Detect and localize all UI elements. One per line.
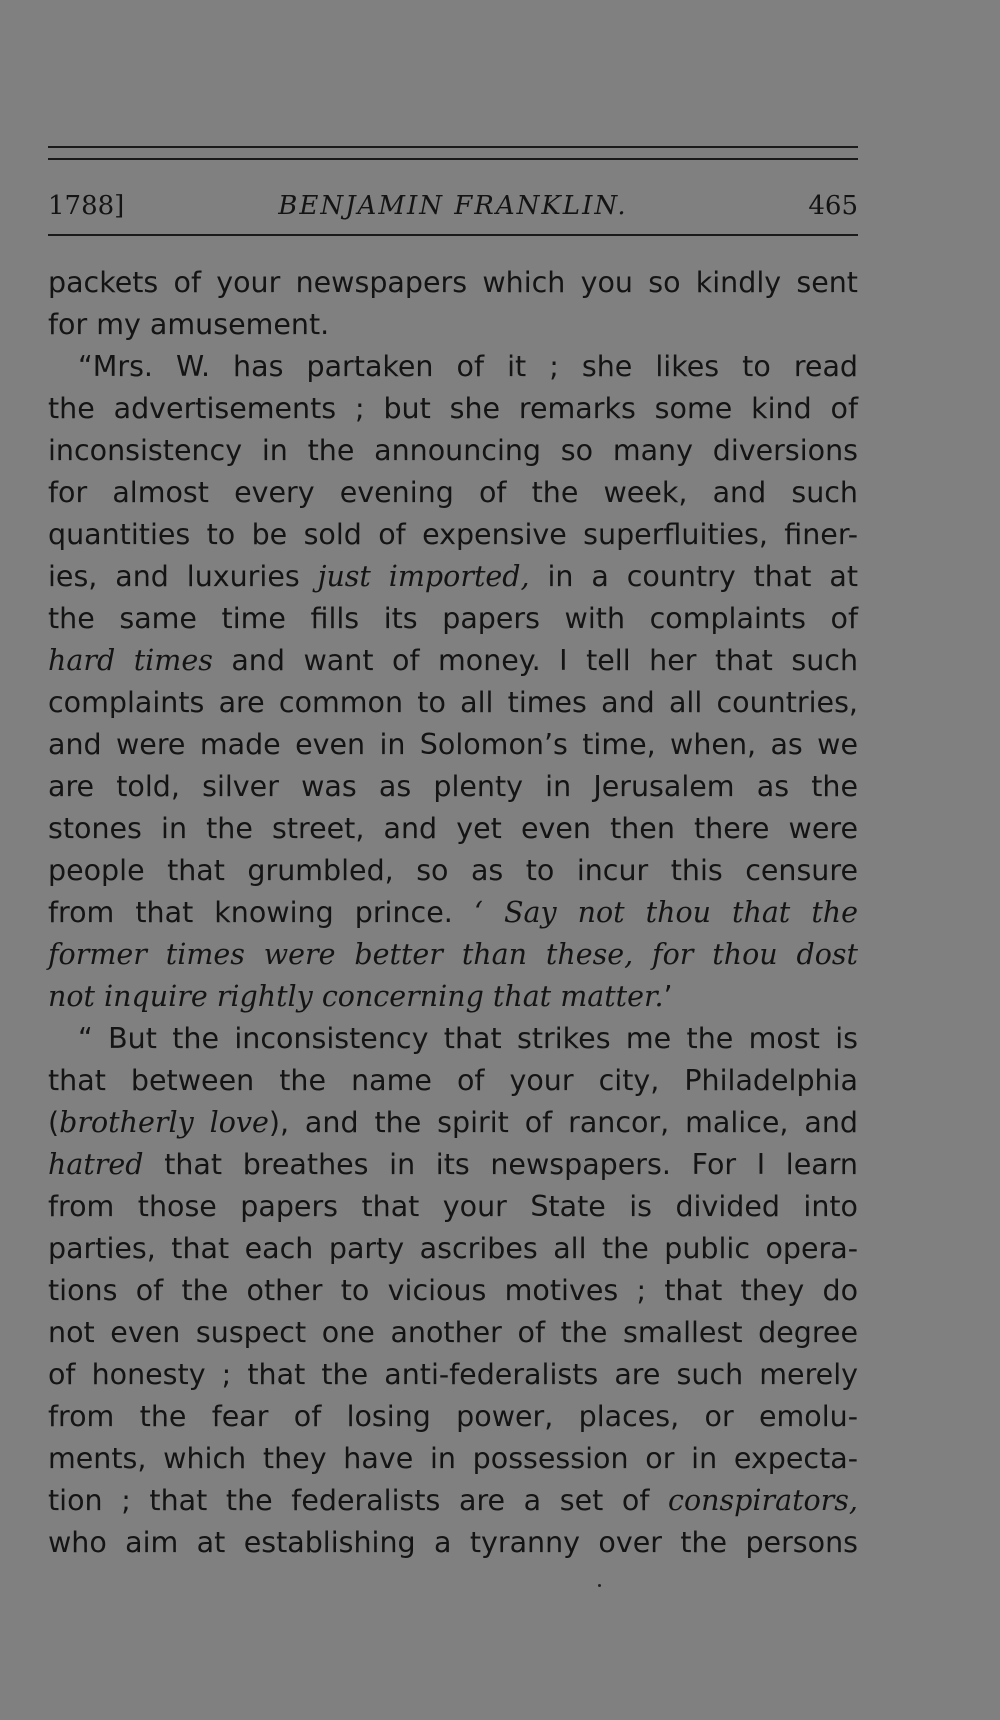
italic-run: hard times bbox=[48, 644, 213, 677]
top-rule-second bbox=[48, 158, 858, 160]
italic-run: conspirators, bbox=[668, 1484, 858, 1517]
text-run: and were made even in Solomon’s time, when, as we bbox=[48, 728, 858, 761]
text-run: for my amusement. bbox=[48, 308, 330, 341]
text-line bbox=[48, 934, 858, 976]
text-line bbox=[48, 1102, 858, 1144]
text-run: people that grumbled, so as to incur this censure bbox=[48, 854, 858, 887]
italic-run: ‘ Say not thou that the bbox=[473, 896, 858, 929]
text-run: are told, silver was as plenty in Jerusalem as the bbox=[48, 770, 858, 803]
header-title: BENJAMIN FRANKLIN. bbox=[278, 191, 628, 221]
text-line bbox=[48, 892, 858, 934]
text-line bbox=[48, 262, 858, 304]
text-run: and want of money. I tell her that such bbox=[212, 644, 859, 677]
text-line bbox=[48, 556, 858, 598]
text-run: tions of the other to vicious motives ; that they do bbox=[48, 1274, 858, 1307]
text-run: ( bbox=[48, 1106, 60, 1139]
text-line bbox=[48, 1312, 858, 1354]
text-run: quantities to be sold of expensive superfluities, finer- bbox=[48, 518, 858, 551]
text-line bbox=[48, 1354, 858, 1396]
text-line bbox=[48, 682, 858, 724]
text-run: “Mrs. W. has partaken of it ; she likes to read bbox=[78, 350, 858, 383]
text-run: ), and the spirit of rancor, malice, and bbox=[268, 1106, 858, 1139]
text-line bbox=[48, 1018, 858, 1060]
text-line bbox=[48, 850, 858, 892]
text-run: the same time fills its papers with complaints of bbox=[48, 602, 858, 635]
text-line bbox=[48, 514, 858, 556]
italic-run: just imported, bbox=[317, 560, 530, 593]
text-line bbox=[48, 346, 858, 388]
italic-run: not inquire rightly concerning that matter. bbox=[48, 980, 664, 1013]
text-line bbox=[48, 388, 858, 430]
header-rule bbox=[48, 234, 858, 236]
text-line bbox=[48, 1144, 858, 1186]
text-line bbox=[48, 724, 858, 766]
text-run: ’ bbox=[663, 980, 673, 1013]
top-rule bbox=[48, 146, 858, 148]
text-line bbox=[48, 1396, 858, 1438]
body-text bbox=[48, 262, 858, 1564]
text-line bbox=[48, 1060, 858, 1102]
text-run: that breathes in its newspapers. For I learn bbox=[143, 1148, 858, 1181]
text-run: parties, that each party ascribes all the public opera- bbox=[48, 1232, 858, 1265]
text-run: the advertisements ; but she remarks some kind of bbox=[48, 392, 858, 425]
text-run: stones in the street, and yet even then there were bbox=[48, 812, 858, 845]
text-run: ies, and luxuries bbox=[48, 560, 318, 593]
text-run: from those papers that your State is divided into bbox=[48, 1190, 858, 1223]
text-run: of honesty ; that the anti-federalists are such merely bbox=[48, 1358, 858, 1391]
text-run: ments, which they have in possession or in expecta- bbox=[48, 1442, 858, 1475]
text-line bbox=[48, 766, 858, 808]
text-run: tion ; that the federalists are a set of bbox=[48, 1484, 668, 1517]
text-run: for almost every evening of the week, and such bbox=[48, 476, 858, 509]
text-line bbox=[48, 808, 858, 850]
text-run: packets of your newspapers which you so kindly sent bbox=[48, 266, 858, 299]
text-line bbox=[48, 430, 858, 472]
text-run: who aim at establishing a tyranny over the persons bbox=[48, 1526, 858, 1559]
text-line bbox=[48, 976, 858, 1018]
text-line bbox=[48, 1522, 858, 1564]
text-run: that between the name of your city, Philadelphia bbox=[48, 1064, 858, 1097]
text-run: inconsistency in the announcing so many diversions bbox=[48, 434, 858, 467]
italic-run: hatred bbox=[48, 1148, 144, 1181]
text-line bbox=[48, 304, 858, 346]
text-line bbox=[48, 1480, 858, 1522]
text-run: “ But the inconsistency that strikes me the most is bbox=[78, 1022, 858, 1055]
text-line bbox=[48, 598, 858, 640]
text-run: from the fear of losing power, places, or emolu- bbox=[48, 1400, 858, 1433]
header-page-number: 465 bbox=[808, 191, 858, 221]
text-run: complaints are common to all times and all countries, bbox=[48, 686, 858, 719]
text-run: from that knowing prince. bbox=[48, 896, 474, 929]
italic-run: brotherly love bbox=[59, 1106, 269, 1139]
print-speck bbox=[598, 1584, 601, 1587]
header-year: 1788] bbox=[48, 191, 125, 221]
text-line bbox=[48, 1438, 858, 1480]
text-run: not even suspect one another of the smallest degree bbox=[48, 1316, 858, 1349]
text-line bbox=[48, 1186, 858, 1228]
running-header bbox=[48, 186, 858, 226]
italic-run: former times were better than these, for thou dost bbox=[48, 938, 858, 971]
text-line bbox=[48, 1270, 858, 1312]
text-run: in a country that at bbox=[529, 560, 859, 593]
text-line bbox=[48, 1228, 858, 1270]
text-line bbox=[48, 640, 858, 682]
text-line bbox=[48, 472, 858, 514]
